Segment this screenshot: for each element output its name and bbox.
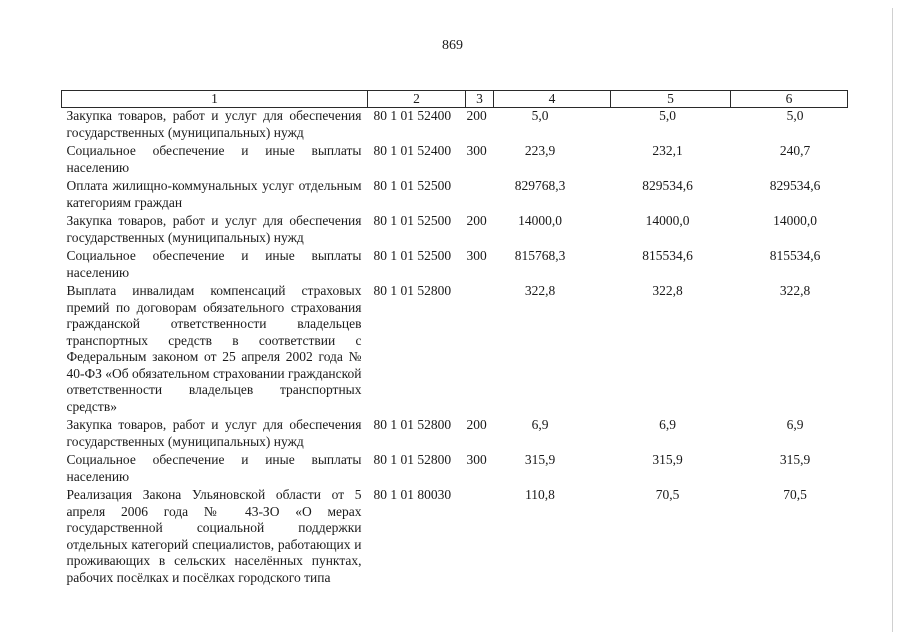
table-row (62, 417, 848, 452)
table-row (62, 283, 848, 417)
page-number: 869 (442, 38, 463, 53)
row-type (466, 487, 494, 588)
row-code: 80 1 01 52400 (373, 108, 452, 123)
row-type: 300 (466, 452, 487, 467)
row-code: 80 1 01 52500 (373, 178, 452, 193)
table-row (62, 178, 848, 213)
header-col-2: 2 (368, 91, 466, 108)
table-row (62, 108, 848, 144)
row-value-col5: 14000,0 (645, 213, 690, 228)
row-value-col5: 70,5 (655, 487, 680, 502)
header-col-4: 4 (494, 91, 611, 108)
row-code: 80 1 01 80030 (373, 487, 452, 502)
row-value-col6: 815534,6 (769, 248, 821, 263)
row-name: Реализация Закона Ульяновской области от 5 апреля 2006 года № 43-ЗО «О мерах государственной социальной поддержки отдельных категорий специалистов, работающих и проживающих в сельских населённых пунктах, рабочих посёлках и посёлках городского типа (66, 487, 362, 585)
row-name: Социальное обеспечение и иные выплаты населению (66, 143, 362, 175)
row-type: 200 (466, 417, 487, 432)
table-row (62, 213, 848, 248)
scan-edge-line (892, 8, 893, 632)
row-value-col6: 322,8 (779, 283, 811, 298)
row-code: 80 1 01 52800 (373, 283, 452, 298)
row-value-col4: 5,0 (531, 108, 549, 123)
table-header (62, 91, 848, 108)
row-value-col6: 14000,0 (773, 213, 817, 228)
row-type: 300 (466, 248, 487, 263)
row-value-col6: 5,0 (786, 108, 804, 123)
row-value-col4: 315,9 (524, 452, 556, 467)
row-code: 80 1 01 52500 (373, 213, 452, 228)
row-value-col4: 322,8 (524, 283, 556, 298)
row-value-col5: 315,9 (652, 452, 683, 467)
row-value-col4: 815768,3 (514, 248, 566, 263)
row-name: Оплата жилищно-коммунальных услуг отдельным категориям граждан (66, 178, 362, 210)
row-value-col5: 322,8 (652, 283, 683, 298)
table-row (62, 452, 848, 487)
table-row (62, 487, 848, 588)
row-value-col5: 829534,6 (642, 178, 693, 193)
row-value-col4: 6,9 (531, 417, 549, 432)
row-type (466, 283, 494, 417)
row-name: Закупка товаров, работ и услуг для обеспечения государственных (муниципальных) нужд (66, 108, 362, 140)
row-value-col5: 6,9 (659, 417, 676, 432)
row-code: 80 1 01 52500 (373, 248, 452, 263)
row-code: 80 1 01 52800 (373, 452, 452, 467)
row-name: Закупка товаров, работ и услуг для обеспечения государственных (муниципальных) нужд (66, 417, 362, 449)
row-value-col6: 829534,6 (769, 178, 821, 193)
header-col-6: 6 (731, 91, 848, 108)
header-row (62, 91, 848, 108)
row-name: Выплата инвалидам компенсаций страховых премий по договорам обязательного страхования гражданской ответственности владельцев транспортных средств в соответствии с Федеральным законом от 25 апреля 2002 года № 40-ФЗ «Об обязательном страховании гражданской ответственности владельцев транспортных средств» (66, 283, 362, 414)
row-name: Закупка товаров, работ и услуг для обеспечения государственных (муниципальных) нужд (66, 213, 362, 245)
row-value-col6: 315,9 (779, 452, 811, 467)
budget-table (61, 90, 848, 588)
row-value-col6: 240,7 (779, 143, 811, 158)
table-row (62, 248, 848, 283)
row-value-col4: 110,8 (525, 487, 555, 502)
row-type (466, 178, 494, 213)
header-col-5: 5 (611, 91, 731, 108)
row-code: 80 1 01 52400 (373, 143, 452, 158)
row-value-col6: 70,5 (783, 487, 807, 502)
row-value-col5: 5,0 (659, 108, 676, 123)
row-value-col4: 14000,0 (518, 213, 562, 228)
row-value-col4: 223,9 (524, 143, 556, 158)
header-col-1: 1 (62, 91, 368, 108)
row-value-col5: 232,1 (652, 143, 683, 158)
row-type: 200 (466, 108, 487, 123)
row-name: Социальное обеспечение и иные выплаты населению (66, 452, 362, 484)
row-type: 200 (466, 213, 487, 228)
row-code: 80 1 01 52800 (373, 417, 452, 432)
header-col-3: 3 (466, 91, 494, 108)
row-value-col4: 829768,3 (514, 178, 566, 193)
row-name: Социальное обеспечение и иные выплаты населению (66, 248, 362, 280)
row-type: 300 (466, 143, 487, 158)
table-row (62, 143, 848, 178)
row-value-col6: 6,9 (786, 417, 804, 432)
table-body (62, 108, 848, 589)
row-value-col5: 815534,6 (642, 248, 693, 263)
